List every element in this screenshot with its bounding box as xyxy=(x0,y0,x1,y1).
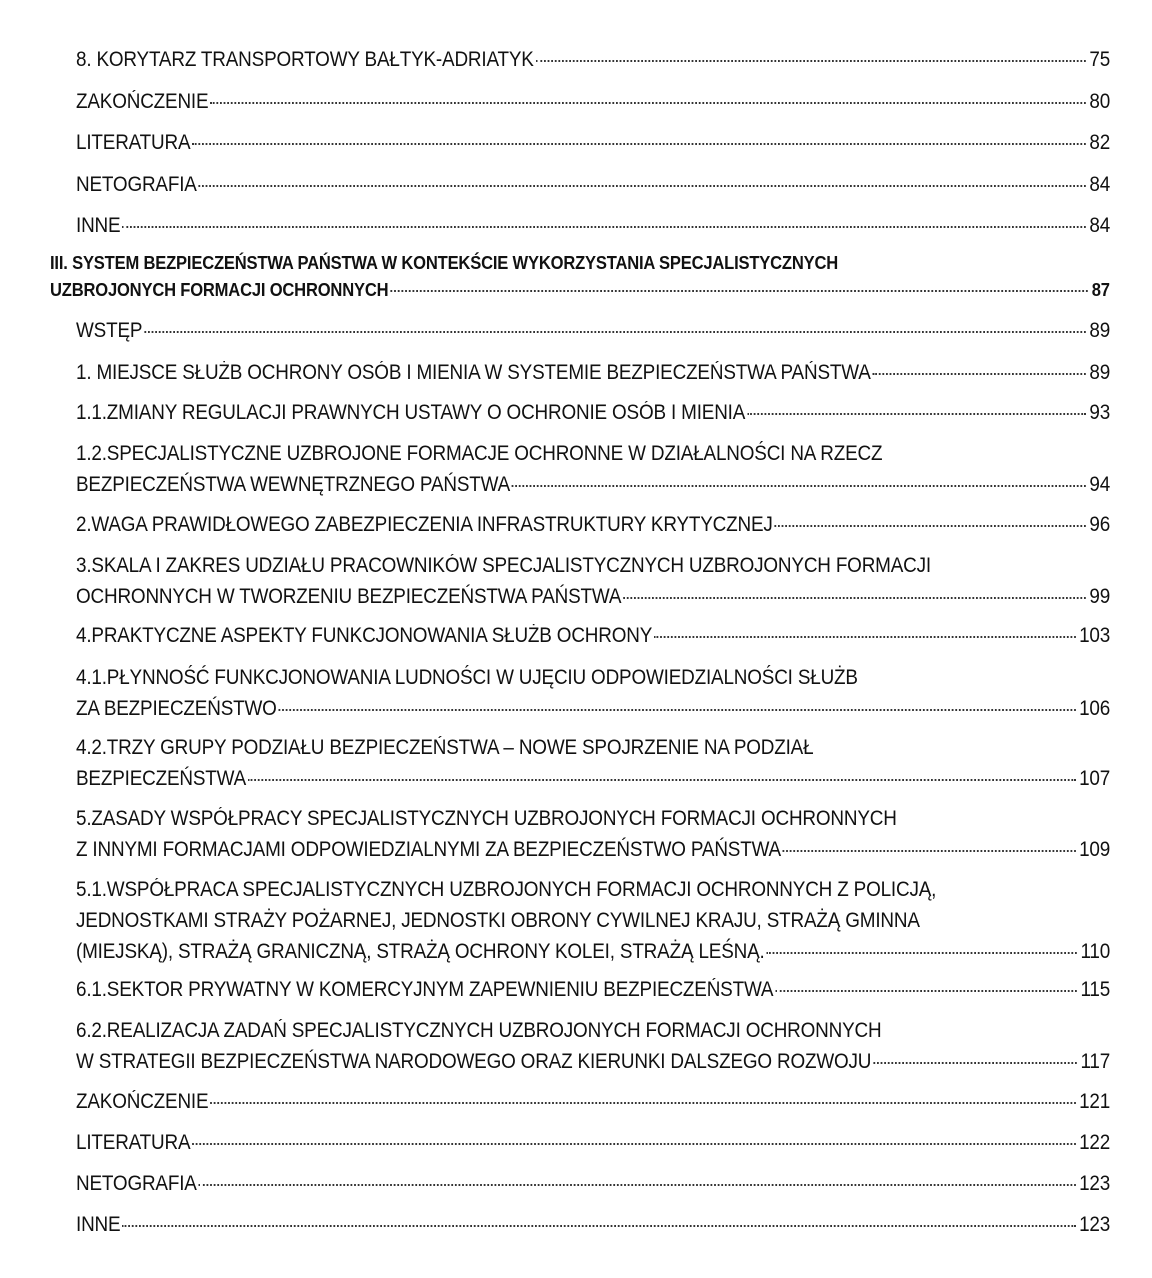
toc-page-number: 103 xyxy=(1079,624,1111,647)
toc-page-number: 107 xyxy=(1079,767,1111,790)
dot-leader xyxy=(747,413,1086,415)
dot-leader xyxy=(512,485,1086,487)
dot-leader xyxy=(654,636,1076,638)
toc-entry xyxy=(76,874,1110,967)
toc-entry-title: W STRATEGII BEZPIECZEŃSTWA NARODOWEGO ORAZ KIERUNKI DALSZEGO ROZWOJU xyxy=(76,1050,872,1073)
toc-entry xyxy=(76,662,1110,724)
toc-line xyxy=(76,44,1110,75)
dot-leader xyxy=(248,779,1076,781)
toc-entry xyxy=(76,732,1110,794)
toc-entry-title: 4.1.PŁYNNOŚĆ FUNKCJONOWANIA LUDNOŚCI W UJĘCIU ODPOWIEDZIALNOŚCI SŁUŻB xyxy=(76,666,858,689)
toc-page-number: 106 xyxy=(1079,697,1111,720)
dot-leader xyxy=(766,952,1077,954)
dot-leader xyxy=(192,143,1086,145)
toc-line xyxy=(76,1168,1110,1199)
dot-leader xyxy=(199,1184,1076,1186)
toc-entry xyxy=(76,169,1110,200)
toc-entry xyxy=(76,550,1110,612)
toc-part-heading xyxy=(50,250,1110,304)
toc-page-number: 122 xyxy=(1079,1131,1111,1154)
toc-entry-title: 5.1.WSPÓŁPRACA SPECJALISTYCZNYCH UZBROJONYCH FORMACJI OCHRONNYCH Z POLICJĄ, xyxy=(76,878,937,901)
toc-line xyxy=(76,693,1110,724)
toc-page-number: 89 xyxy=(1089,361,1111,384)
toc-line xyxy=(76,1086,1110,1117)
dot-leader xyxy=(210,1102,1075,1104)
dot-leader xyxy=(872,373,1085,375)
toc-entry xyxy=(76,397,1110,428)
toc-page-number: 99 xyxy=(1089,585,1111,608)
toc-page-number: 82 xyxy=(1089,131,1111,154)
toc-line xyxy=(76,86,1110,117)
toc-page-number: 115 xyxy=(1080,978,1111,1001)
toc-entry xyxy=(76,509,1110,540)
toc-line xyxy=(50,277,1110,304)
toc-line xyxy=(76,974,1110,1005)
toc-line xyxy=(76,1046,1110,1077)
dot-leader xyxy=(774,525,1085,527)
toc-entry-title: III. SYSTEM BEZPIECZEŃSTWA PAŃSTWA W KONTEKŚCIE WYKORZYSTANIA SPECJALISTYCZNYCH xyxy=(50,253,839,273)
dot-leader xyxy=(623,597,1086,599)
toc-line xyxy=(76,169,1110,200)
dot-leader xyxy=(122,1225,1075,1227)
toc-entry-title: 6.1.SEKTOR PRYWATNY W KOMERCYJNYM ZAPEWNIENIU BEZPIECZEŃSTWA xyxy=(76,978,774,1001)
toc-entry-title: WSTĘP xyxy=(76,319,143,342)
toc-page-number: 109 xyxy=(1079,838,1111,861)
toc-entry-title: 6.2.REALIZACJA ZADAŃ SPECJALISTYCZNYCH UZBROJONYCH FORMACJI OCHRONNYCH xyxy=(76,1019,882,1042)
toc-line xyxy=(76,936,1110,967)
toc-line xyxy=(76,509,1110,540)
dot-leader xyxy=(536,60,1086,62)
toc-page-number: 80 xyxy=(1089,90,1111,113)
toc-line xyxy=(76,1127,1110,1158)
toc-line xyxy=(76,581,1110,612)
toc-page-number: 94 xyxy=(1089,473,1111,496)
toc-entry-title: ZA BEZPIECZEŃSTWO xyxy=(76,697,277,720)
toc-page-number: 121 xyxy=(1079,1090,1111,1113)
toc-entry-title: LITERATURA xyxy=(76,131,191,154)
toc-line xyxy=(76,662,1110,693)
toc-entry-title: BEZPIECZEŃSTWA xyxy=(76,767,247,790)
dot-leader xyxy=(144,331,1086,333)
toc-line xyxy=(76,763,1110,794)
toc-entry-title: 8. KORYTARZ TRANSPORTOWY BAŁTYK-ADRIATYK xyxy=(76,48,534,71)
toc-page-number: 93 xyxy=(1089,401,1111,424)
toc-line xyxy=(76,127,1110,158)
dot-leader xyxy=(783,850,1076,852)
toc-line xyxy=(76,550,1110,581)
toc-entry xyxy=(76,1209,1110,1240)
toc-entry-title: JEDNOSTKAMI STRAŻY POŻARNEJ, JEDNOSTKI OBRONY CYWILNEJ KRAJU, STRAŻĄ GMINNA xyxy=(76,909,920,932)
dot-leader xyxy=(775,990,1077,992)
toc-entry-title: 3.SKALA I ZAKRES UDZIAŁU PRACOWNIKÓW SPECJALISTYCZNYCH UZBROJONYCH FORMACJI xyxy=(76,554,931,577)
toc-page-number: 87 xyxy=(1091,280,1110,300)
toc-line xyxy=(76,469,1110,500)
toc-entry-title: OCHRONNYCH W TWORZENIU BEZPIECZEŃSTWA PAŃSTWA xyxy=(76,585,622,608)
toc-entry-title: 5.ZASADY WSPÓŁPRACY SPECJALISTYCZNYCH UZBROJONYCH FORMACJI OCHRONNYCH xyxy=(76,807,897,830)
toc-page-number: 75 xyxy=(1089,48,1111,71)
toc-entry-title: 1.2.SPECJALISTYCZNE UZBROJONE FORMACJE OCHRONNE W DZIAŁALNOŚCI NA RZECZ xyxy=(76,442,883,465)
toc-entry-title: Z INNYMI FORMACJAMI ODPOWIEDZIALNYMI ZA BEZPIECZEŃSTWO PAŃSTWA xyxy=(76,838,781,861)
toc-entry-title: UZBROJONYCH FORMACJI OCHRONNYCH xyxy=(50,280,389,300)
toc-line xyxy=(76,905,1110,936)
dot-leader xyxy=(210,102,1086,104)
toc-line xyxy=(76,438,1110,469)
toc-page-number: 117 xyxy=(1080,1050,1111,1073)
toc-entry-title: ZAKOŃCZENIE xyxy=(76,1090,209,1113)
dot-leader xyxy=(390,290,1088,292)
toc-page-number: 123 xyxy=(1079,1172,1111,1195)
toc-page-number: 84 xyxy=(1089,173,1111,196)
toc-entry xyxy=(76,1127,1110,1158)
toc-line xyxy=(76,803,1110,834)
toc-entry-title: ZAKOŃCZENIE xyxy=(76,90,209,113)
toc-entry xyxy=(76,1086,1110,1117)
toc-entry-title: NETOGRAFIA xyxy=(76,173,197,196)
dot-leader xyxy=(278,709,1075,711)
dot-leader xyxy=(873,1062,1077,1064)
toc-entry-title: INNE xyxy=(76,1213,121,1236)
toc-entry xyxy=(76,803,1110,865)
toc-entry xyxy=(76,127,1110,158)
toc-page-number: 123 xyxy=(1079,1213,1111,1236)
toc-entry-title: 2.WAGA PRAWIDŁOWEGO ZABEZPIECZENIA INFRASTRUKTURY KRYTYCZNEJ xyxy=(76,513,773,536)
toc-entry xyxy=(76,210,1110,241)
toc-entry xyxy=(76,86,1110,117)
toc-entry-title: 4.PRAKTYCZNE ASPEKTY FUNKCJONOWANIA SŁUŻB OCHRONY xyxy=(76,624,653,647)
toc-entry-title: (MIEJSKĄ), STRAŻĄ GRANICZNĄ, STRAŻĄ OCHRONY KOLEI, STRAŻĄ LEŚNĄ. xyxy=(76,940,765,963)
toc-page-number: 89 xyxy=(1089,319,1111,342)
toc-line xyxy=(76,210,1110,241)
toc-entry xyxy=(76,438,1110,500)
toc-entry xyxy=(76,44,1110,75)
toc-line xyxy=(76,620,1110,651)
toc-page-number: 84 xyxy=(1089,214,1111,237)
toc-line xyxy=(76,397,1110,428)
toc-entry-title: INNE xyxy=(76,214,121,237)
toc-entry-title: 1. MIEJSCE SŁUŻB OCHRONY OSÓB I MIENIA W SYSTEMIE BEZPIECZEŃSTWA PAŃSTWA xyxy=(76,361,871,384)
toc-page-number: 110 xyxy=(1080,940,1111,963)
dot-leader xyxy=(122,226,1086,228)
toc-line xyxy=(76,874,1110,905)
toc-line xyxy=(76,732,1110,763)
toc-line xyxy=(50,250,1110,277)
toc-line xyxy=(76,1015,1110,1046)
toc-line xyxy=(76,834,1110,865)
toc-line xyxy=(76,315,1110,346)
toc-entry xyxy=(76,315,1110,346)
dot-leader xyxy=(192,1143,1075,1145)
toc-entry xyxy=(76,974,1110,1005)
toc-page-number: 96 xyxy=(1089,513,1111,536)
toc-line xyxy=(76,1209,1110,1240)
toc-entry-title: LITERATURA xyxy=(76,1131,191,1154)
toc-line xyxy=(76,357,1110,388)
toc-entry-title: 4.2.TRZY GRUPY PODZIAŁU BEZPIECZEŃSTWA – NOWE SPOJRZENIE NA PODZIAŁ xyxy=(76,736,814,759)
toc-entry xyxy=(76,357,1110,388)
toc-entry-title: NETOGRAFIA xyxy=(76,1172,197,1195)
dot-leader xyxy=(199,185,1086,187)
toc-entry-title: BEZPIECZEŃSTWA WEWNĘTRZNEGO PAŃSTWA xyxy=(76,473,511,496)
toc-entry xyxy=(76,620,1110,651)
toc-entry-title: 1.1.ZMIANY REGULACJI PRAWNYCH USTAWY O OCHRONIE OSÓB I MIENIA xyxy=(76,401,746,424)
toc-entry xyxy=(76,1168,1110,1199)
toc-entry xyxy=(76,1015,1110,1077)
